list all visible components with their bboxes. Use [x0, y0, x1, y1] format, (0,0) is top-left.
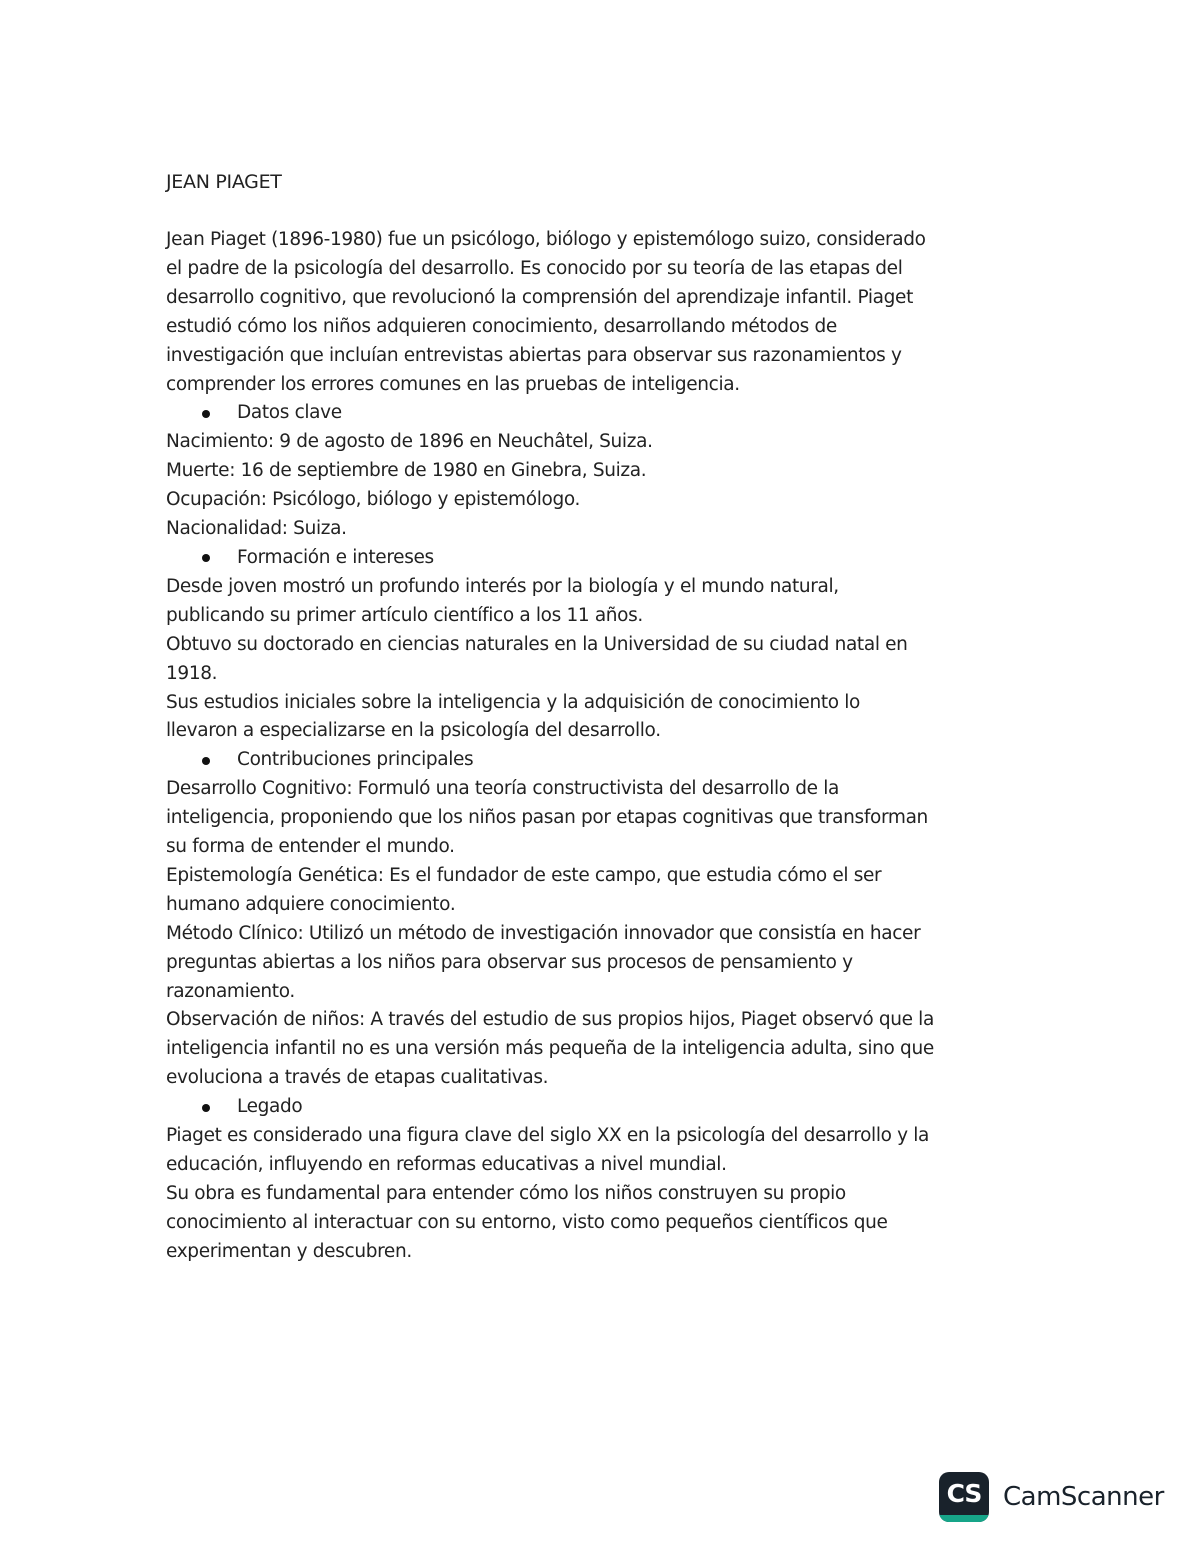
intro-line: desarrollo cognitivo, que revolucionó la comprensión del aprendizaje infantil. Piaget — [166, 286, 913, 308]
section-line: su forma de entender el mundo. — [166, 836, 455, 858]
section-line: Método Clínico: Utilizó un método de investigación innovador que consistía en hacer — [166, 922, 921, 944]
intro-line: el padre de la psicología del desarrollo. Es conocido por su teoría de las etapas del — [166, 257, 903, 279]
section-heading-label: Formación e intereses — [237, 546, 434, 568]
section-line: conocimiento al interactuar con su entorno, visto como pequeños científicos que — [166, 1211, 888, 1233]
section-line: razonamiento. — [166, 980, 295, 1002]
camscanner-logo-icon — [939, 1472, 989, 1522]
section-line: Sus estudios iniciales sobre la inteligencia y la adquisición de conocimiento lo — [166, 691, 860, 713]
section-line: Su obra es fundamental para entender cómo los niños construyen su propio — [166, 1182, 846, 1204]
document-title: JEAN PIAGET — [166, 171, 282, 193]
section-line: Observación de niños: A través del estudio de sus propios hijos, Piaget observó que la — [166, 1009, 934, 1031]
camscanner-watermark — [939, 1472, 1164, 1522]
section-line: educación, influyendo en reformas educativas a nivel mundial. — [166, 1154, 727, 1175]
section-line: Obtuvo su doctorado en ciencias naturales en la Universidad de su ciudad natal en — [166, 633, 908, 655]
logo-stripe — [939, 1515, 989, 1522]
section-line: preguntas abiertas a los niños para observar sus procesos de pensamiento y — [166, 951, 853, 973]
logo-badge-text: CS — [946, 1479, 982, 1508]
section-datos-clave — [166, 399, 1046, 544]
spacer — [166, 197, 1046, 226]
section-line: Nacimiento: 9 de agosto de 1896 en Neuchâtel, Suiza. — [166, 431, 653, 453]
section-heading-label: Legado — [237, 1096, 303, 1118]
intro-line: comprender los errores comunes en las pruebas de inteligencia. — [166, 373, 740, 395]
section-legado — [166, 1093, 1046, 1266]
section-line: Ocupación: Psicólogo, biólogo y epistemólogo. — [166, 489, 581, 511]
section-line: Desde joven mostró un profundo interés por la biología y el mundo natural, — [166, 575, 839, 597]
brand-name: CamScanner — [1003, 1482, 1164, 1512]
section-heading-label: Datos clave — [237, 402, 342, 424]
intro-line: investigación que incluían entrevistas abiertas para observar sus razonamientos y — [166, 344, 902, 366]
bullet-icon — [202, 1104, 210, 1112]
section-line: 1918. — [166, 662, 218, 684]
section-line: experimentan y descubren. — [166, 1240, 412, 1262]
bullet-icon — [202, 554, 210, 562]
section-line: inteligencia infantil no es una versión más pequeña de la inteligencia adulta, sino que — [166, 1038, 934, 1060]
section-heading — [166, 544, 1046, 573]
section-heading — [166, 399, 1046, 428]
section-formacion — [166, 544, 1046, 746]
section-line: humano adquiere conocimiento. — [166, 893, 456, 915]
section-line: Desarrollo Cognitivo: Formuló una teoría constructivista del desarrollo de la — [166, 778, 840, 800]
intro-line: estudió cómo los niños adquieren conocimiento, desarrollando métodos de — [166, 315, 837, 337]
section-line: evoluciona a través de etapas cualitativas. — [166, 1067, 549, 1089]
section-heading — [166, 746, 1046, 775]
section-line: Muerte: 16 de septiembre de 1980 en Ginebra, Suiza. — [166, 460, 647, 482]
intro-paragraph — [166, 226, 1046, 399]
section-line: Nacionalidad: Suiza. — [166, 518, 347, 540]
section-contribuciones — [166, 746, 1046, 1093]
bullet-icon — [202, 410, 210, 418]
bullet-icon — [202, 757, 210, 765]
section-line: Epistemología Genética: Es el fundador de este campo, que estudia cómo el ser — [166, 864, 882, 886]
section-heading — [166, 1093, 1046, 1122]
document-page — [166, 168, 1046, 1267]
section-line: inteligencia, proponiendo que los niños pasan por etapas cognitivas que transforman — [166, 807, 928, 829]
section-heading-label: Contribuciones principales — [237, 749, 474, 771]
intro-line: Jean Piaget (1896-1980) fue un psicólogo, biólogo y epistemólogo suizo, considerado — [166, 229, 926, 250]
section-line: Piaget es considerado una figura clave del siglo XX en la psicología del desarrollo y la — [166, 1125, 930, 1147]
section-line: publicando su primer artículo científico a los 11 años. — [166, 604, 643, 626]
section-line: llevaron a especializarse en la psicología del desarrollo. — [166, 720, 661, 742]
